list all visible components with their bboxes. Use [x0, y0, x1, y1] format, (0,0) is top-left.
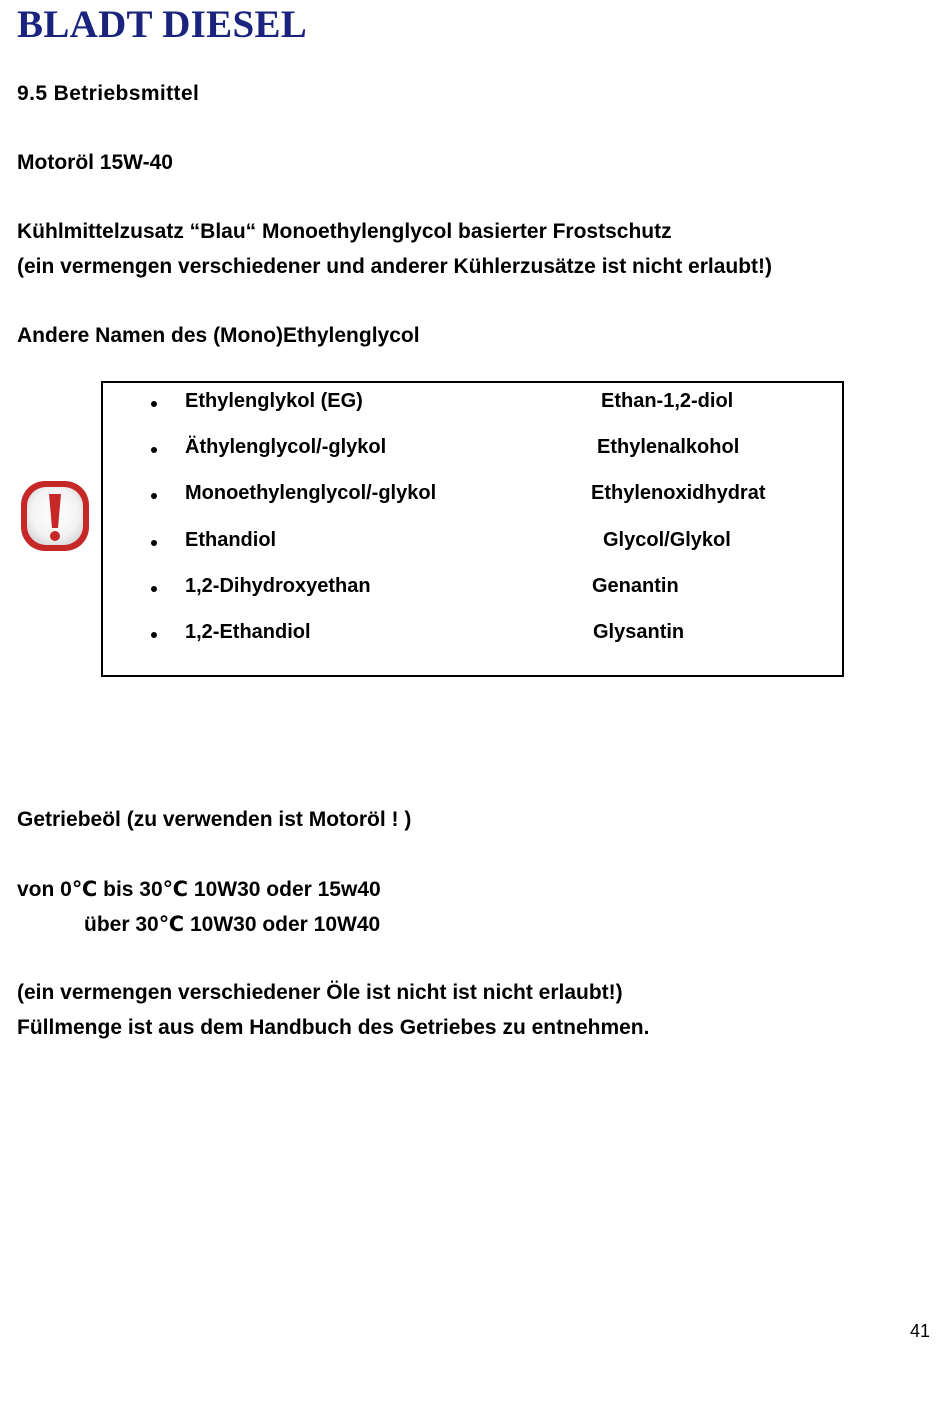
bullet: [151, 632, 157, 638]
bullet: [151, 540, 157, 546]
gear-oil-note-1: (ein vermengen verschiedener Öle ist nicht ist nicht erlaubt!): [17, 981, 623, 1004]
coolant-line-2: (ein vermengen verschiedener und anderer Kühlerzusätze ist nicht erlaubt!): [17, 255, 773, 278]
gear-oil-range-2: über 30℃ 10W30 oder 10W40: [84, 913, 381, 936]
bullet: [151, 447, 157, 453]
name-right-5: Genantin: [592, 575, 679, 597]
bullet: [151, 401, 157, 407]
name-left-2: Äthylenglycol/-glykol: [185, 436, 387, 458]
section-title: 9.5 Betriebsmittel: [17, 82, 200, 105]
name-right-4: Glycol/Glykol: [603, 529, 731, 551]
page-number: 41: [910, 1321, 931, 1341]
name-left-4: Ethandiol: [185, 529, 277, 551]
name-right-1: Ethan-1,2-diol: [601, 390, 734, 412]
name-left-5: 1,2-Dihydroxyethan: [185, 575, 371, 597]
bullet: [151, 586, 157, 592]
bullet: [151, 493, 157, 499]
name-right-2: Ethylenalkohol: [597, 436, 740, 458]
coolant-line-1: Kühlmittelzusatz “Blau“ Monoethylenglycol basierter Frostschutz: [17, 220, 672, 243]
gear-oil-heading: Getriebeöl (zu verwenden ist Motoröl ! ): [17, 808, 412, 831]
other-names-heading: Andere Namen des (Mono)Ethylenglycol: [17, 324, 420, 347]
name-left-3: Monoethylenglycol/-glykol: [185, 482, 437, 504]
exclamation-warning-icon: [18, 478, 92, 559]
name-left-1: Ethylenglykol (EG): [185, 390, 363, 412]
name-right-6: Glysantin: [593, 621, 685, 643]
gear-oil-note-2: Füllmenge ist aus dem Handbuch des Getriebes zu entnehmen.: [17, 1016, 650, 1039]
gear-oil-range-1: von 0℃ bis 30℃ 10W30 oder 15w40: [17, 878, 381, 901]
name-left-6: 1,2-Ethandiol: [185, 621, 311, 643]
brand-title: BLADT DIESEL: [17, 3, 308, 46]
motor-oil-line: Motoröl 15W-40: [17, 151, 173, 174]
name-right-3: Ethylenoxidhydrat: [591, 482, 766, 504]
